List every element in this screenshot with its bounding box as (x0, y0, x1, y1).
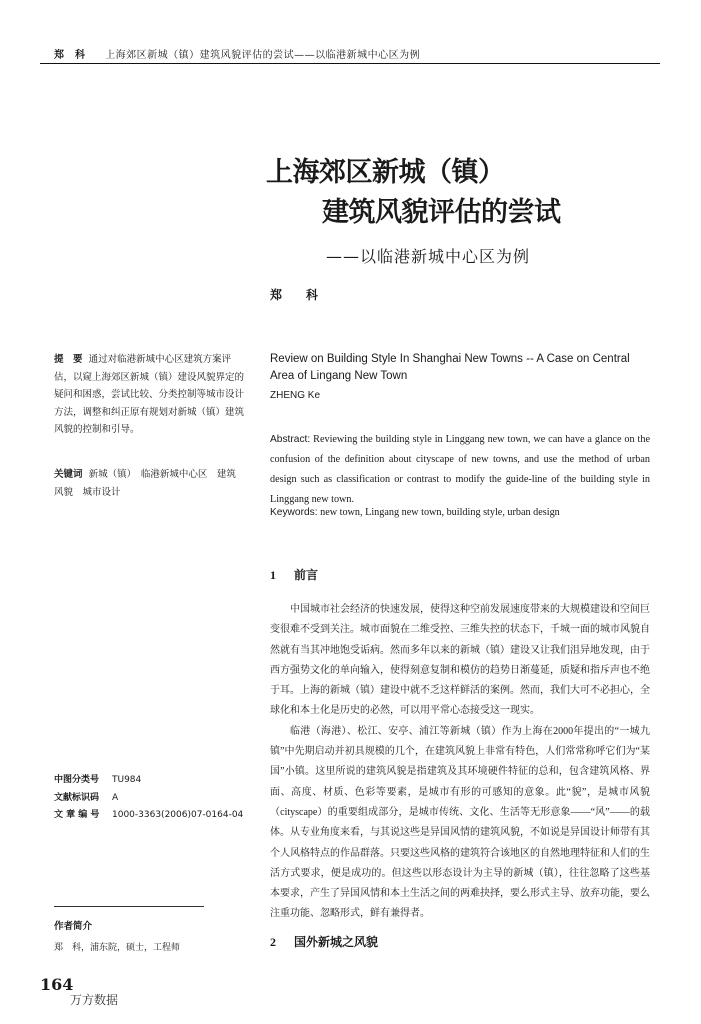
section-2-number: 2 (270, 935, 276, 949)
clc-label: 中图分类号 (54, 775, 100, 785)
paragraph-2: 临港（海港）、松江、安亭、浦江等新城（镇）作为上海在2000年提出的“一城九镇”中先期启动并初具规模的几个，在建筑风貌上非常有特色，人们常常称呼它们为“某国”小镇。这里所说的建筑风貌是指建筑及其环境硬件特征的总和，包含建筑风格、界面、高度、材质、色彩等要素，是城市有形的可感知的意象。此“貌”，是城市风貌（cityscape）的重要组成部分，是城市传统、文化、生活等无形意象——“风”——的载体。从专业角度来看，与其说这些是异国风情的建筑风貌，不如说是异国设计师带有其个人风格特点的作品群落。只要这些风格的建筑符合该地区的自然地理特征和人们的生活方式要求，便是成功的。但这些以形态设计为主导的新城（镇），往往忽略了这些基本要求，产生了异国风情和本土生活之间的两难抉择，要么形式主导、放弃功能，要么注重功能、忽略形式，鲜有兼得者。 (270, 725, 650, 920)
keywords-cn-label: 关键词 (54, 469, 83, 480)
title-line-2: 建筑风貌评估的尝试 (322, 197, 561, 228)
keywords-en-label: Keywords: (270, 507, 318, 518)
english-keywords (270, 507, 650, 518)
running-header (54, 46, 420, 61)
article-metadata (54, 772, 243, 825)
bio-title: 作者简介 (54, 921, 93, 932)
bio-rule (54, 906, 204, 907)
keywords-en-text: new town, Lingang new town, building style, urban design (320, 507, 560, 518)
header-title: 上海郊区新城（镇）建筑风貌评估的尝试——以临港新城中心区为例 (105, 50, 421, 61)
keywords-cn-text: 新城（镇） 临港新城中心区 建筑风貌 城市设计 (54, 469, 236, 498)
section-2-heading (270, 933, 650, 950)
keywords-cn (54, 466, 244, 501)
english-title: Review on Building Style In Shanghai New Towns -- A Case on Central Area of Lingang New Town (270, 353, 630, 382)
header-author: 郑 科 (54, 50, 86, 61)
section-1-body (270, 600, 650, 925)
section-1-heading (270, 566, 650, 583)
abstract-cn (54, 351, 244, 439)
header-rule (40, 63, 660, 64)
clc-value: TU984 (112, 775, 142, 785)
bio-text: 郑 科，浦东院，硕士，工程师 (54, 943, 181, 953)
abstract-en-text: Reviewing the building style in Linggang new town, we can have a glance on the confusion of the definition about cityscape of new towns, and use the method of urban design such as classification or contrast to modify the guide-line of the building style in Linggang new town. (270, 434, 651, 505)
subtitle: ——以临港新城中心区为例 (326, 247, 531, 266)
section-2-title: 国外新城之风貌 (294, 935, 379, 949)
doc-code-label: 文献标识码 (54, 792, 100, 803)
article-author: 郑 科 (270, 288, 325, 302)
english-abstract (270, 430, 650, 510)
title-line-1: 上海郊区新城（镇） (266, 157, 505, 188)
paragraph-1: 中国城市社会经济的快速发展，使得这种空前发展速度带来的大规模建设和空间巨变很难不受到关注。城市面貌在二维受控、三维失控的状态下，千城一面的城市风貌自然就有当其冲地饱受诟病。然而多年以来的新城（镇）建设又让我们沮异地发现，由于西方强势文化的单向输入，使得刻意复制和模仿的趋势日渐蔓延，质疑和指斥声也不绝于耳。上海的新城（镇）建设中就不乏这样鲜活的案例。然而，我们大可不必担心，全球化和本土化是历史的必然，可以用平常心态接受这一现实。 (270, 604, 650, 717)
watermark: 万方数据 (70, 993, 119, 1007)
article-id-value: 1000-3363(2006)07-0164-04 (112, 810, 244, 820)
section-1-number: 1 (270, 568, 276, 582)
abstract-en-label: Abstract: (270, 434, 311, 445)
page-number: 164 (40, 975, 74, 994)
english-author: ZHENG Ke (270, 390, 321, 401)
doc-code-value: A (112, 792, 119, 803)
section-1-title: 前言 (294, 568, 319, 582)
abstract-cn-label: 提 要 (54, 354, 83, 365)
article-id-label: 文 章 编 号 (54, 810, 100, 820)
abstract-cn-text: 通过对临港新城中心区建筑方案评估，以窥上海郊区新城（镇）建设风貌界定的疑问和困惑，尝试比较、分类控制等城市设计方法，调整和纠正原有规划对新城（镇）建筑风貌的控制和引导。 (54, 354, 245, 435)
